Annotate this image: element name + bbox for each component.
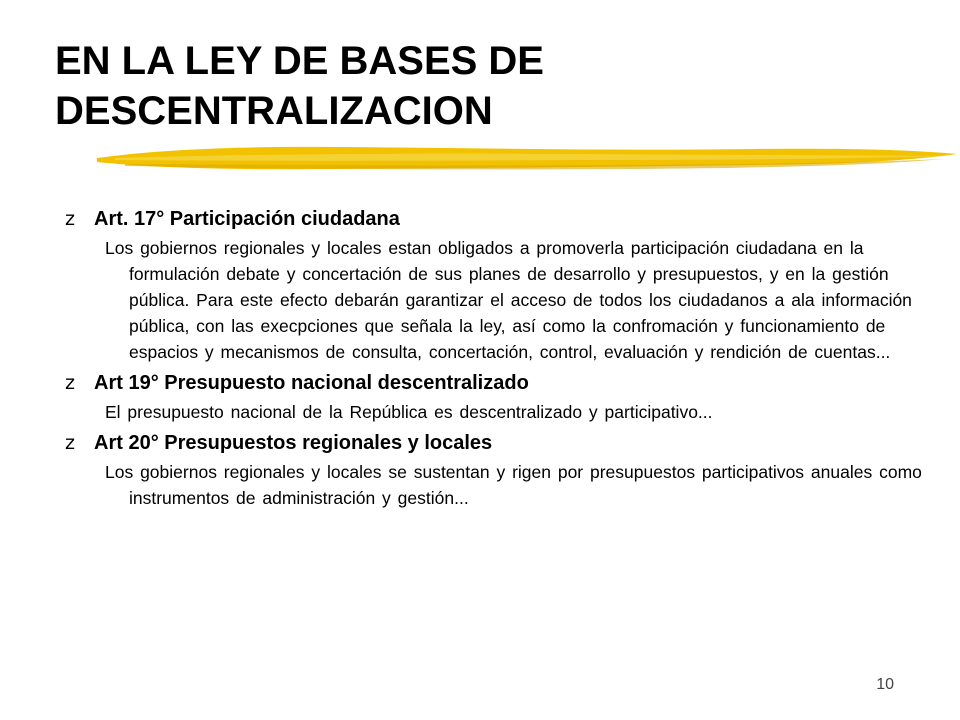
article-17-heading-text: Art. 17° Participación ciudadana bbox=[94, 208, 400, 230]
slide-title-line-2: DESCENTRALIZACION bbox=[55, 89, 493, 133]
article-20-heading bbox=[62, 429, 917, 457]
bullet-icon: z bbox=[65, 432, 75, 454]
bullet-icon: z bbox=[65, 208, 75, 230]
article-17-heading bbox=[62, 205, 917, 233]
article-17-item bbox=[62, 205, 917, 365]
article-19-item bbox=[62, 369, 917, 425]
article-20-item bbox=[62, 429, 922, 511]
bullet-icon: z bbox=[65, 372, 75, 394]
article-17-body: Los gobiernos regionales y locales estan obligados a promoverla participación ciudadana en la formulación debate y concertación de sus planes de desarrollo y presupuestos, y en la gestión pública. Para este efecto debarán garantizar el acceso de todos los ciudadanos a ala información pública, con las execpciones que señala la ley, así como la confromación y funcionamiento de espacios y mecanismos de consulta, concertación, control, evaluación y rendición de cuentas... bbox=[105, 238, 912, 362]
article-20-body: Los gobiernos regionales y locales se sustentan y rigen por presupuestos participativos anuales como instrumentos de administración y gestión... bbox=[105, 462, 922, 508]
slide-title-line-1: EN LA LEY DE BASES DE bbox=[55, 39, 544, 83]
page-number: 10 bbox=[876, 676, 894, 693]
article-20-heading-text: Art 20° Presupuestos regionales y locales bbox=[94, 432, 493, 454]
slide-content bbox=[62, 205, 922, 515]
title-underline-brush-stroke bbox=[95, 138, 960, 178]
article-19-heading-text: Art 19° Presupuesto nacional descentralizado bbox=[94, 372, 529, 394]
article-19-body: El presupuesto nacional de la República es descentralizado y participativo... bbox=[105, 402, 713, 422]
article-19-heading bbox=[62, 369, 917, 397]
slide-title bbox=[55, 36, 915, 136]
